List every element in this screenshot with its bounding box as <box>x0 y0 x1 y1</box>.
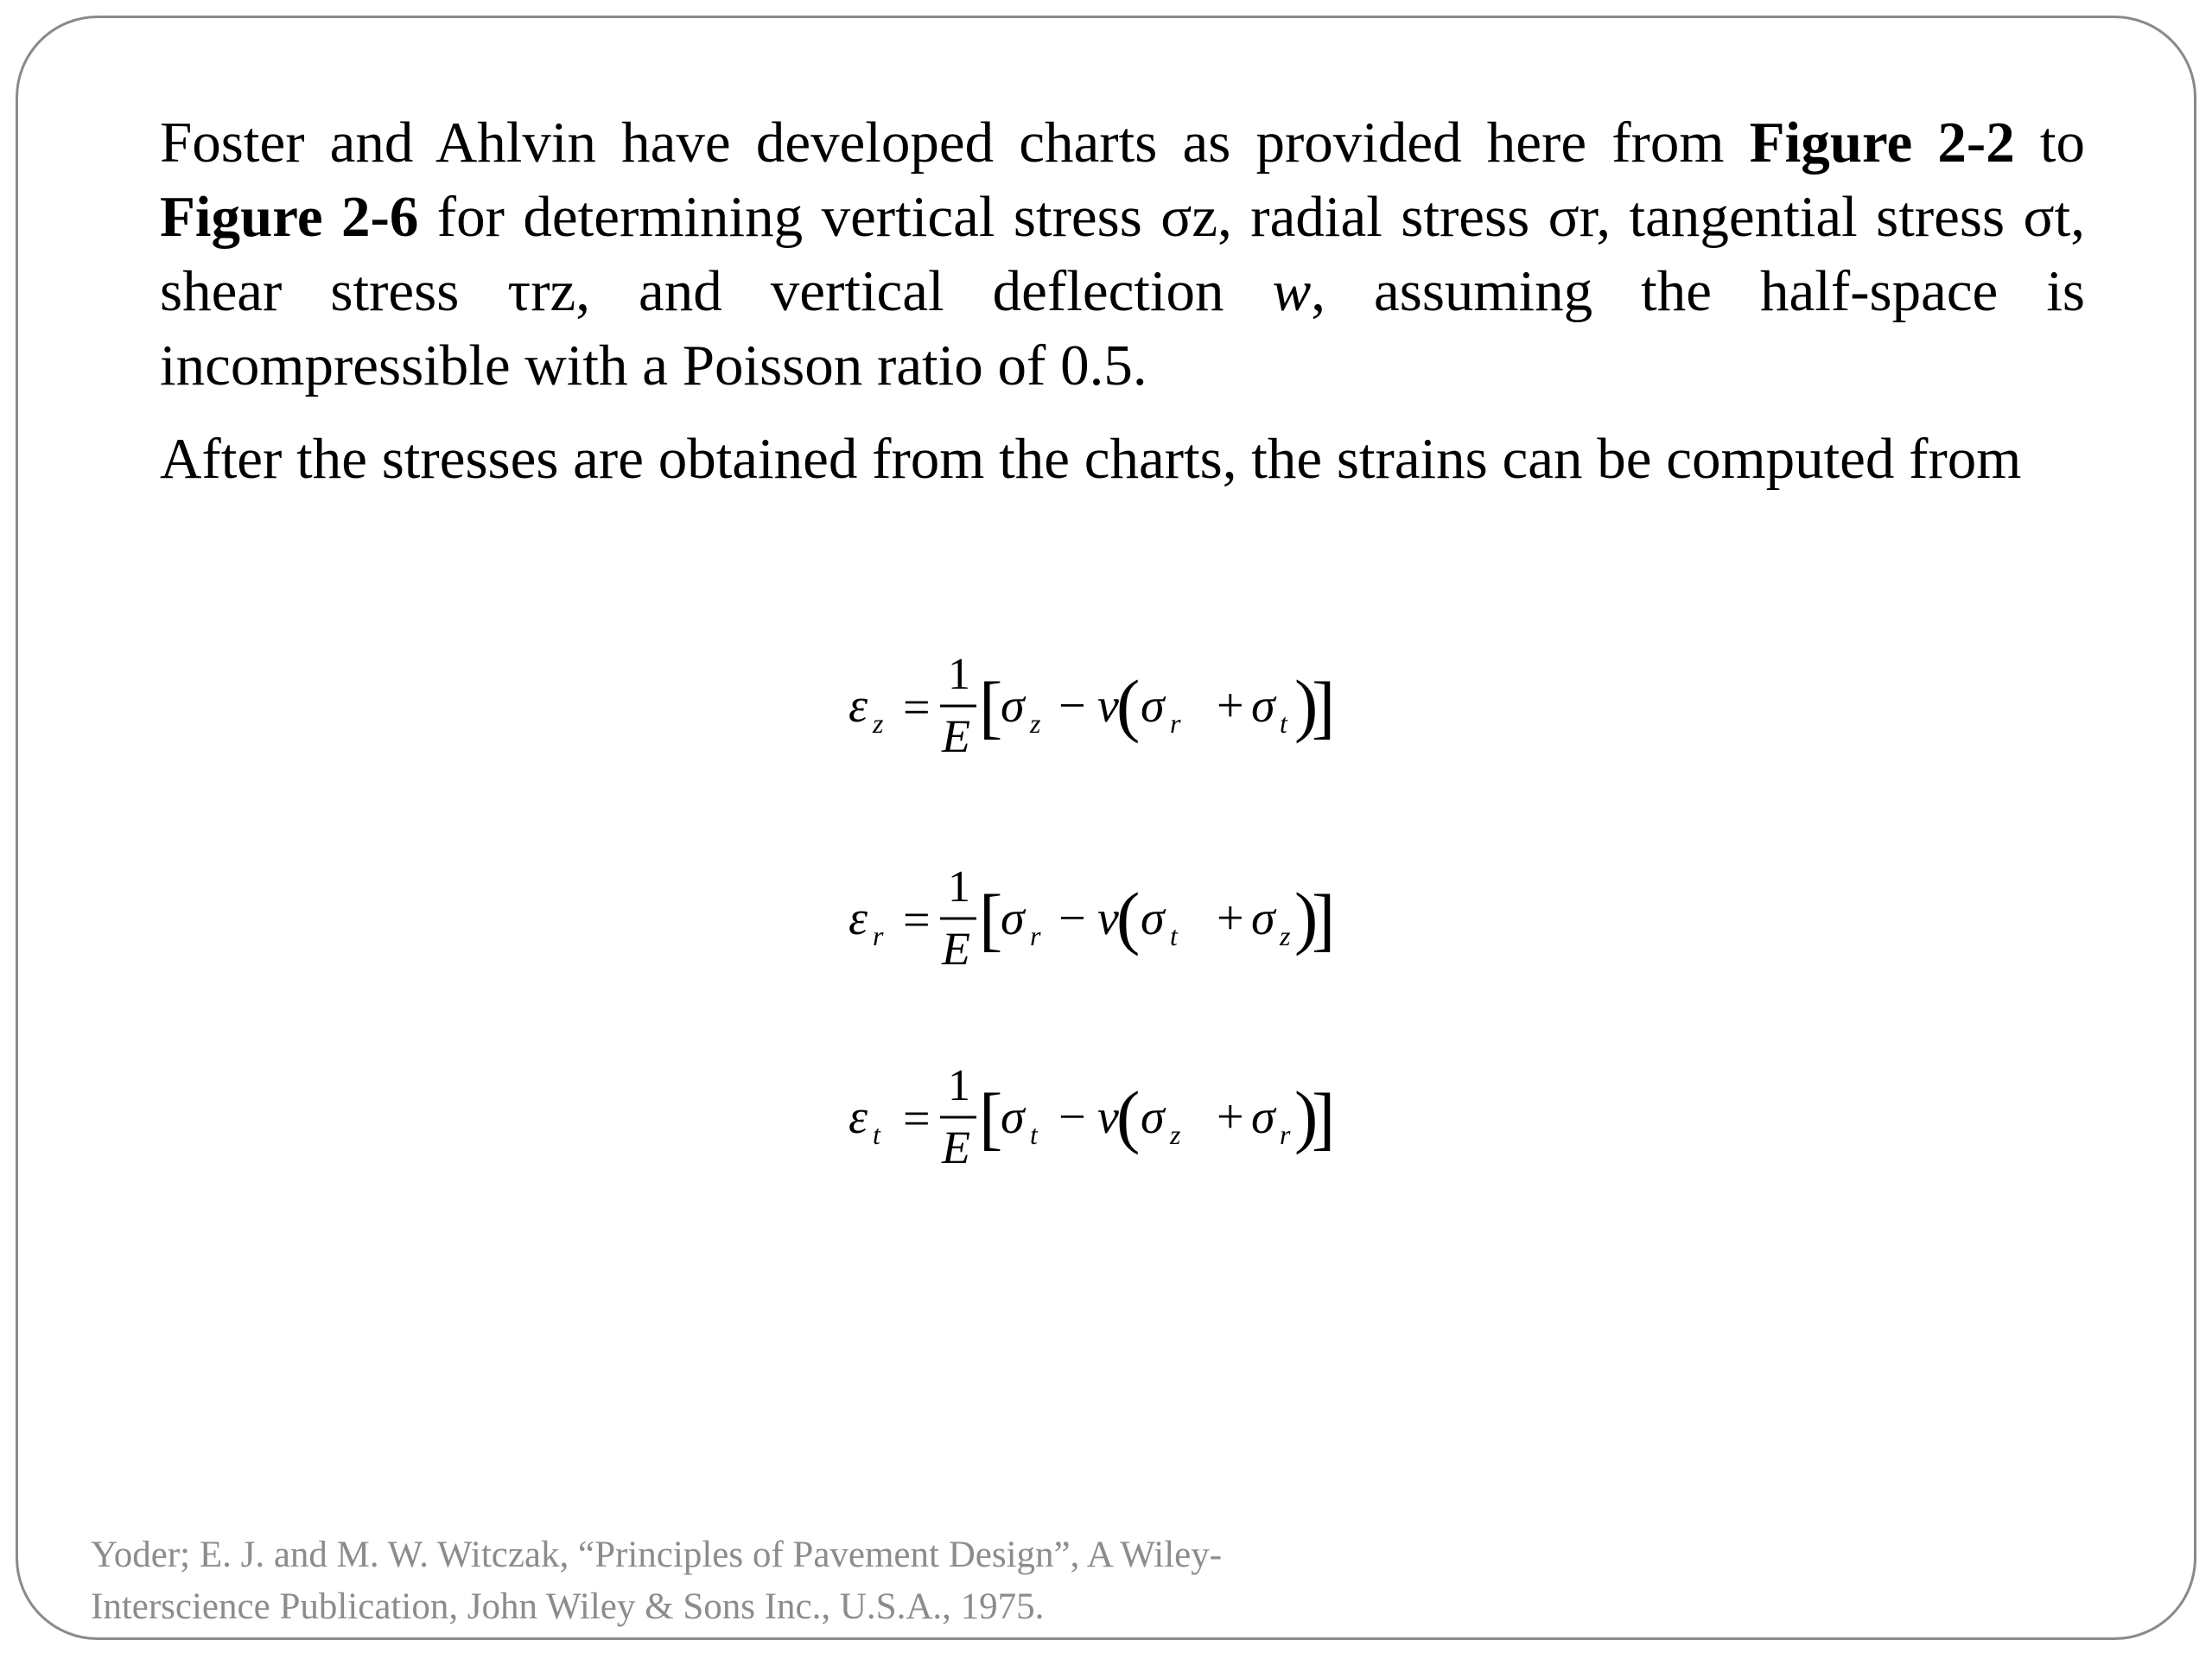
eq2-open-paren: ( <box>1116 878 1141 957</box>
eq2-close-paren: ) <box>1294 878 1319 957</box>
eq1-a-symbol: σ <box>1001 679 1025 733</box>
eq3-a-symbol: σ <box>1001 1090 1025 1144</box>
eq3-open-bracket: [ <box>979 1078 1003 1157</box>
intro-text-1: Foster and Ahlvin have developed charts as provided here from <box>160 111 1750 175</box>
eq2-nu: ν <box>1097 892 1119 945</box>
eq2-minus: − <box>1058 892 1086 945</box>
eq1-open-paren: ( <box>1116 665 1141 744</box>
citation-line-1: Yoder; E. J. and M. W. Witczak, “Principles of Pavement Design”, A Wiley- <box>91 1535 1223 1575</box>
eq3-close-paren: ) <box>1294 1077 1319 1155</box>
strain-equations <box>838 639 1460 1227</box>
eq3-minus: − <box>1058 1090 1086 1144</box>
eq2-denominator: E <box>942 923 970 975</box>
eq2-equals-sign: = <box>903 893 931 947</box>
eq1-c-subscript: t <box>1280 708 1287 739</box>
equation-epsilon-z <box>849 650 1335 762</box>
paragraph-strains <box>160 422 2085 496</box>
eq1-equals-sign: = <box>903 681 931 734</box>
eq2-plus: + <box>1217 892 1244 945</box>
eq1-b-symbol: σ <box>1141 679 1165 733</box>
eq3-b-subscript: z <box>1170 1119 1181 1150</box>
eq1-b-subscript: r <box>1170 708 1181 739</box>
eq2-b-symbol: σ <box>1141 892 1165 945</box>
eq1-a-subscript: z <box>1030 708 1041 739</box>
eq1-lhs-symbol: ε <box>849 679 868 733</box>
eq2-c-subscript: z <box>1280 920 1291 951</box>
equations-svg <box>838 639 1460 1227</box>
eq2-lhs-subscript: r <box>873 920 884 951</box>
eq1-open-bracket: [ <box>979 667 1003 746</box>
eq1-close-paren: ) <box>1294 665 1319 744</box>
intro-text-4: , assuming the half-space is incompressible with a Poisson ratio of 0.5. <box>160 259 2086 397</box>
eq2-open-bracket: [ <box>979 880 1003 958</box>
figure-ref-end: Figure 2-6 <box>160 185 419 249</box>
eq3-open-paren: ( <box>1116 1077 1141 1155</box>
eq1-plus: + <box>1217 679 1244 733</box>
eq2-close-bracket: ] <box>1312 880 1336 958</box>
eq3-plus: + <box>1217 1090 1244 1144</box>
eq3-lhs-subscript: t <box>873 1119 880 1150</box>
equation-epsilon-r <box>849 862 1335 975</box>
eq3-denominator: E <box>942 1122 970 1173</box>
eq2-lhs-symbol: ε <box>849 892 868 945</box>
citation-line-2: Interscience Publication, John Wiley & Sons Inc., U.S.A., 1975. <box>91 1586 1045 1627</box>
eq3-a-subscript: t <box>1030 1119 1038 1150</box>
strains-text: After the stresses are obtained from the charts, the strains can be computed from <box>160 427 2022 491</box>
slide-body <box>160 105 2085 515</box>
eq2-a-subscript: r <box>1030 920 1041 951</box>
eq1-minus: − <box>1058 679 1086 733</box>
eq3-nu: ν <box>1097 1090 1119 1144</box>
eq3-c-subscript: r <box>1280 1119 1291 1150</box>
equation-epsilon-t <box>849 1061 1335 1173</box>
eq1-denominator: E <box>942 710 970 762</box>
reference-citation <box>91 1529 1387 1633</box>
intro-text-2: to <box>2014 111 2086 175</box>
eq3-b-symbol: σ <box>1141 1090 1165 1144</box>
eq2-numerator: 1 <box>948 862 970 912</box>
eq3-equals-sign: = <box>903 1092 931 1146</box>
eq3-close-bracket: ] <box>1312 1078 1336 1157</box>
eq1-nu: ν <box>1097 679 1119 733</box>
eq1-lhs-subscript: z <box>873 708 884 739</box>
deflection-symbol: w <box>1272 259 1312 323</box>
eq1-c-symbol: σ <box>1251 679 1275 733</box>
eq2-a-symbol: σ <box>1001 892 1025 945</box>
eq1-close-bracket: ] <box>1312 667 1336 746</box>
intro-text-3: for determining vertical stress σz, radial stress σr, tangential stress σt, shear stress τrz, and vertical deflection <box>160 185 2085 323</box>
eq3-numerator: 1 <box>948 1061 970 1110</box>
eq3-c-symbol: σ <box>1251 1090 1275 1144</box>
paragraph-intro <box>160 105 2085 403</box>
eq1-numerator: 1 <box>948 650 970 699</box>
eq3-lhs-symbol: ε <box>849 1090 868 1144</box>
eq2-b-subscript: t <box>1170 920 1178 951</box>
eq2-c-symbol: σ <box>1251 892 1275 945</box>
figure-ref-start: Figure 2-2 <box>1749 111 2015 175</box>
